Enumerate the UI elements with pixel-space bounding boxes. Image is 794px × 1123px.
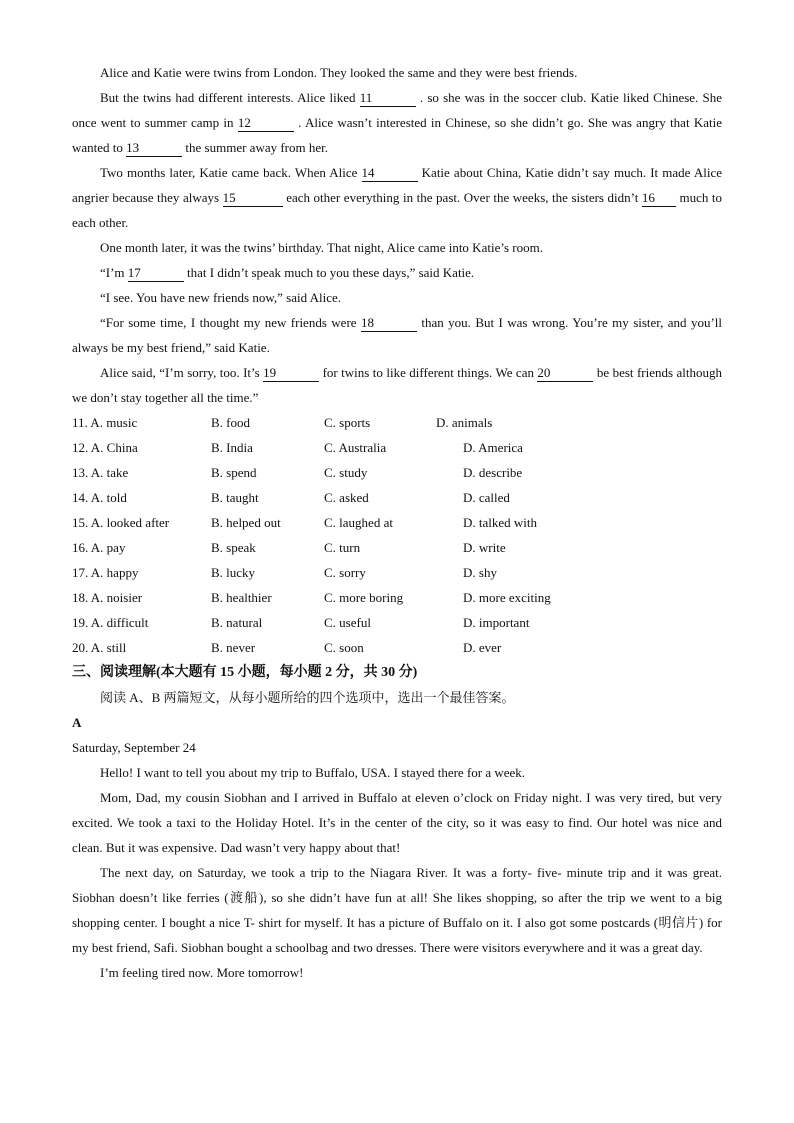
cloze-paragraph-1: Alice and Katie were twins from London. They looked the same and they were best friends. — [100, 65, 578, 80]
blank-11: 11 — [360, 90, 416, 107]
section-instruction: 阅读 A、B 两篇短文，从每小题所给的四个选项中，选出一个最佳答案。 — [100, 690, 515, 705]
cloze-paragraph-7: “For some time, I thought my new friends were 18 than you. But I was wrong. You’re my sister, and you’ll always be my best friend,” said Katie. — [72, 315, 722, 355]
section-title: 三、阅读理解(本大题有 15 小题，每小题 2 分，共 30 分) — [72, 665, 418, 680]
option-row: 15. A. looked after B. helped out C. laughed at D. talked with — [72, 515, 538, 530]
reading-paragraph-2: Mom, Dad, my cousin Siobhan and I arrived in Buffalo at eleven o’clock on Friday night. I was very tired, but very excited. We took a taxi to the Holiday Hotel. It’s in the center of the city, so it was easy to find. Our hotel was nice and clean. But it was expensive. Dad wasn’t very happy about that! — [72, 790, 722, 855]
option-row: 16. A. pay B. speak C. turn D. write — [72, 540, 506, 555]
cloze-paragraph-6: “I see. You have new friends now,” said Alice. — [100, 290, 342, 305]
option-row: 17. A. happy B. lucky C. sorry D. shy — [72, 565, 497, 580]
blank-19: 19 — [263, 365, 319, 382]
cloze-paragraph-4: One month later, it was the twins’ birthday. That night, Alice came into Katie’s room. — [100, 240, 543, 255]
blank-17: 17 — [128, 265, 184, 282]
blank-18: 18 — [361, 315, 417, 332]
blank-12: 12 — [238, 115, 294, 132]
blank-15: 15 — [223, 190, 283, 207]
blank-20: 20 — [537, 365, 593, 382]
option-row: 19. A. difficult B. natural C. useful D. important — [72, 615, 530, 630]
option-row: 14. A. told B. taught C. asked D. called — [72, 490, 510, 505]
reading-paragraph-3: The next day, on Saturday, we took a trip to the Niagara River. It was a forty- five- minute trip and it was great. Siobhan doesn’t like ferries (渡船), so she didn’t have fun at all! She likes shopping, so after the trip we went to a big shopping center. I bought a nice T- shirt for myself. It has a picture of Buffalo on it. I also got some postcards (明信片) for my best friend, Safi. Siobhan bought a schoolbag and two dresses. There were visitors everywhere and it was a great day. — [72, 865, 722, 955]
option-row: 18. A. noisier B. healthier C. more boring D. more exciting — [72, 590, 551, 605]
cloze-paragraph-5: “I’m 17 that I didn’t speak much to you these days,” said Katie. — [100, 265, 475, 280]
reading-paragraph-1: Hello! I want to tell you about my trip to Buffalo, USA. I stayed there for a week. — [100, 765, 526, 780]
diary-date: Saturday, September 24 — [72, 740, 196, 755]
document-page — [72, 60, 722, 985]
option-row: 11. A. music B. food C. sports D. animals — [72, 415, 493, 430]
option-row: 13. A. take B. spend C. study D. describe — [72, 465, 523, 480]
blank-14: 14 — [362, 165, 418, 182]
cloze-paragraph-3: Two months later, Katie came back. When Alice 14 Katie about China, Katie didn’t say much. It made Alice angrier because they always 15 each other everything in the past. Over the weeks, the sisters didn’t 16 much to each other. — [72, 165, 723, 230]
option-row: 20. A. still B. never C. soon D. ever — [72, 640, 502, 655]
options-list — [72, 410, 722, 660]
option-row: 12. A. China B. India C. Australia D. America — [72, 440, 523, 455]
blank-16: 16 — [642, 190, 676, 207]
reading-paragraph-4: I’m feeling tired now. More tomorrow! — [100, 965, 304, 980]
passage-label: A — [72, 715, 82, 730]
blank-13: 13 — [126, 140, 182, 157]
cloze-paragraph-8: Alice said, “I’m sorry, too. It’s 19 for twins to like different things. We can 20 be best friends although we don’t stay together all the time.” — [72, 365, 722, 405]
cloze-paragraph-2: But the twins had different interests. Alice liked 11 . so she was in the soccer club. Katie liked Chinese. She once went to summer camp in 12 . Alice wasn’t interested in Chinese, so she didn’t go. She was angry that Katie wanted to 13 the summer away from her. — [72, 90, 722, 155]
